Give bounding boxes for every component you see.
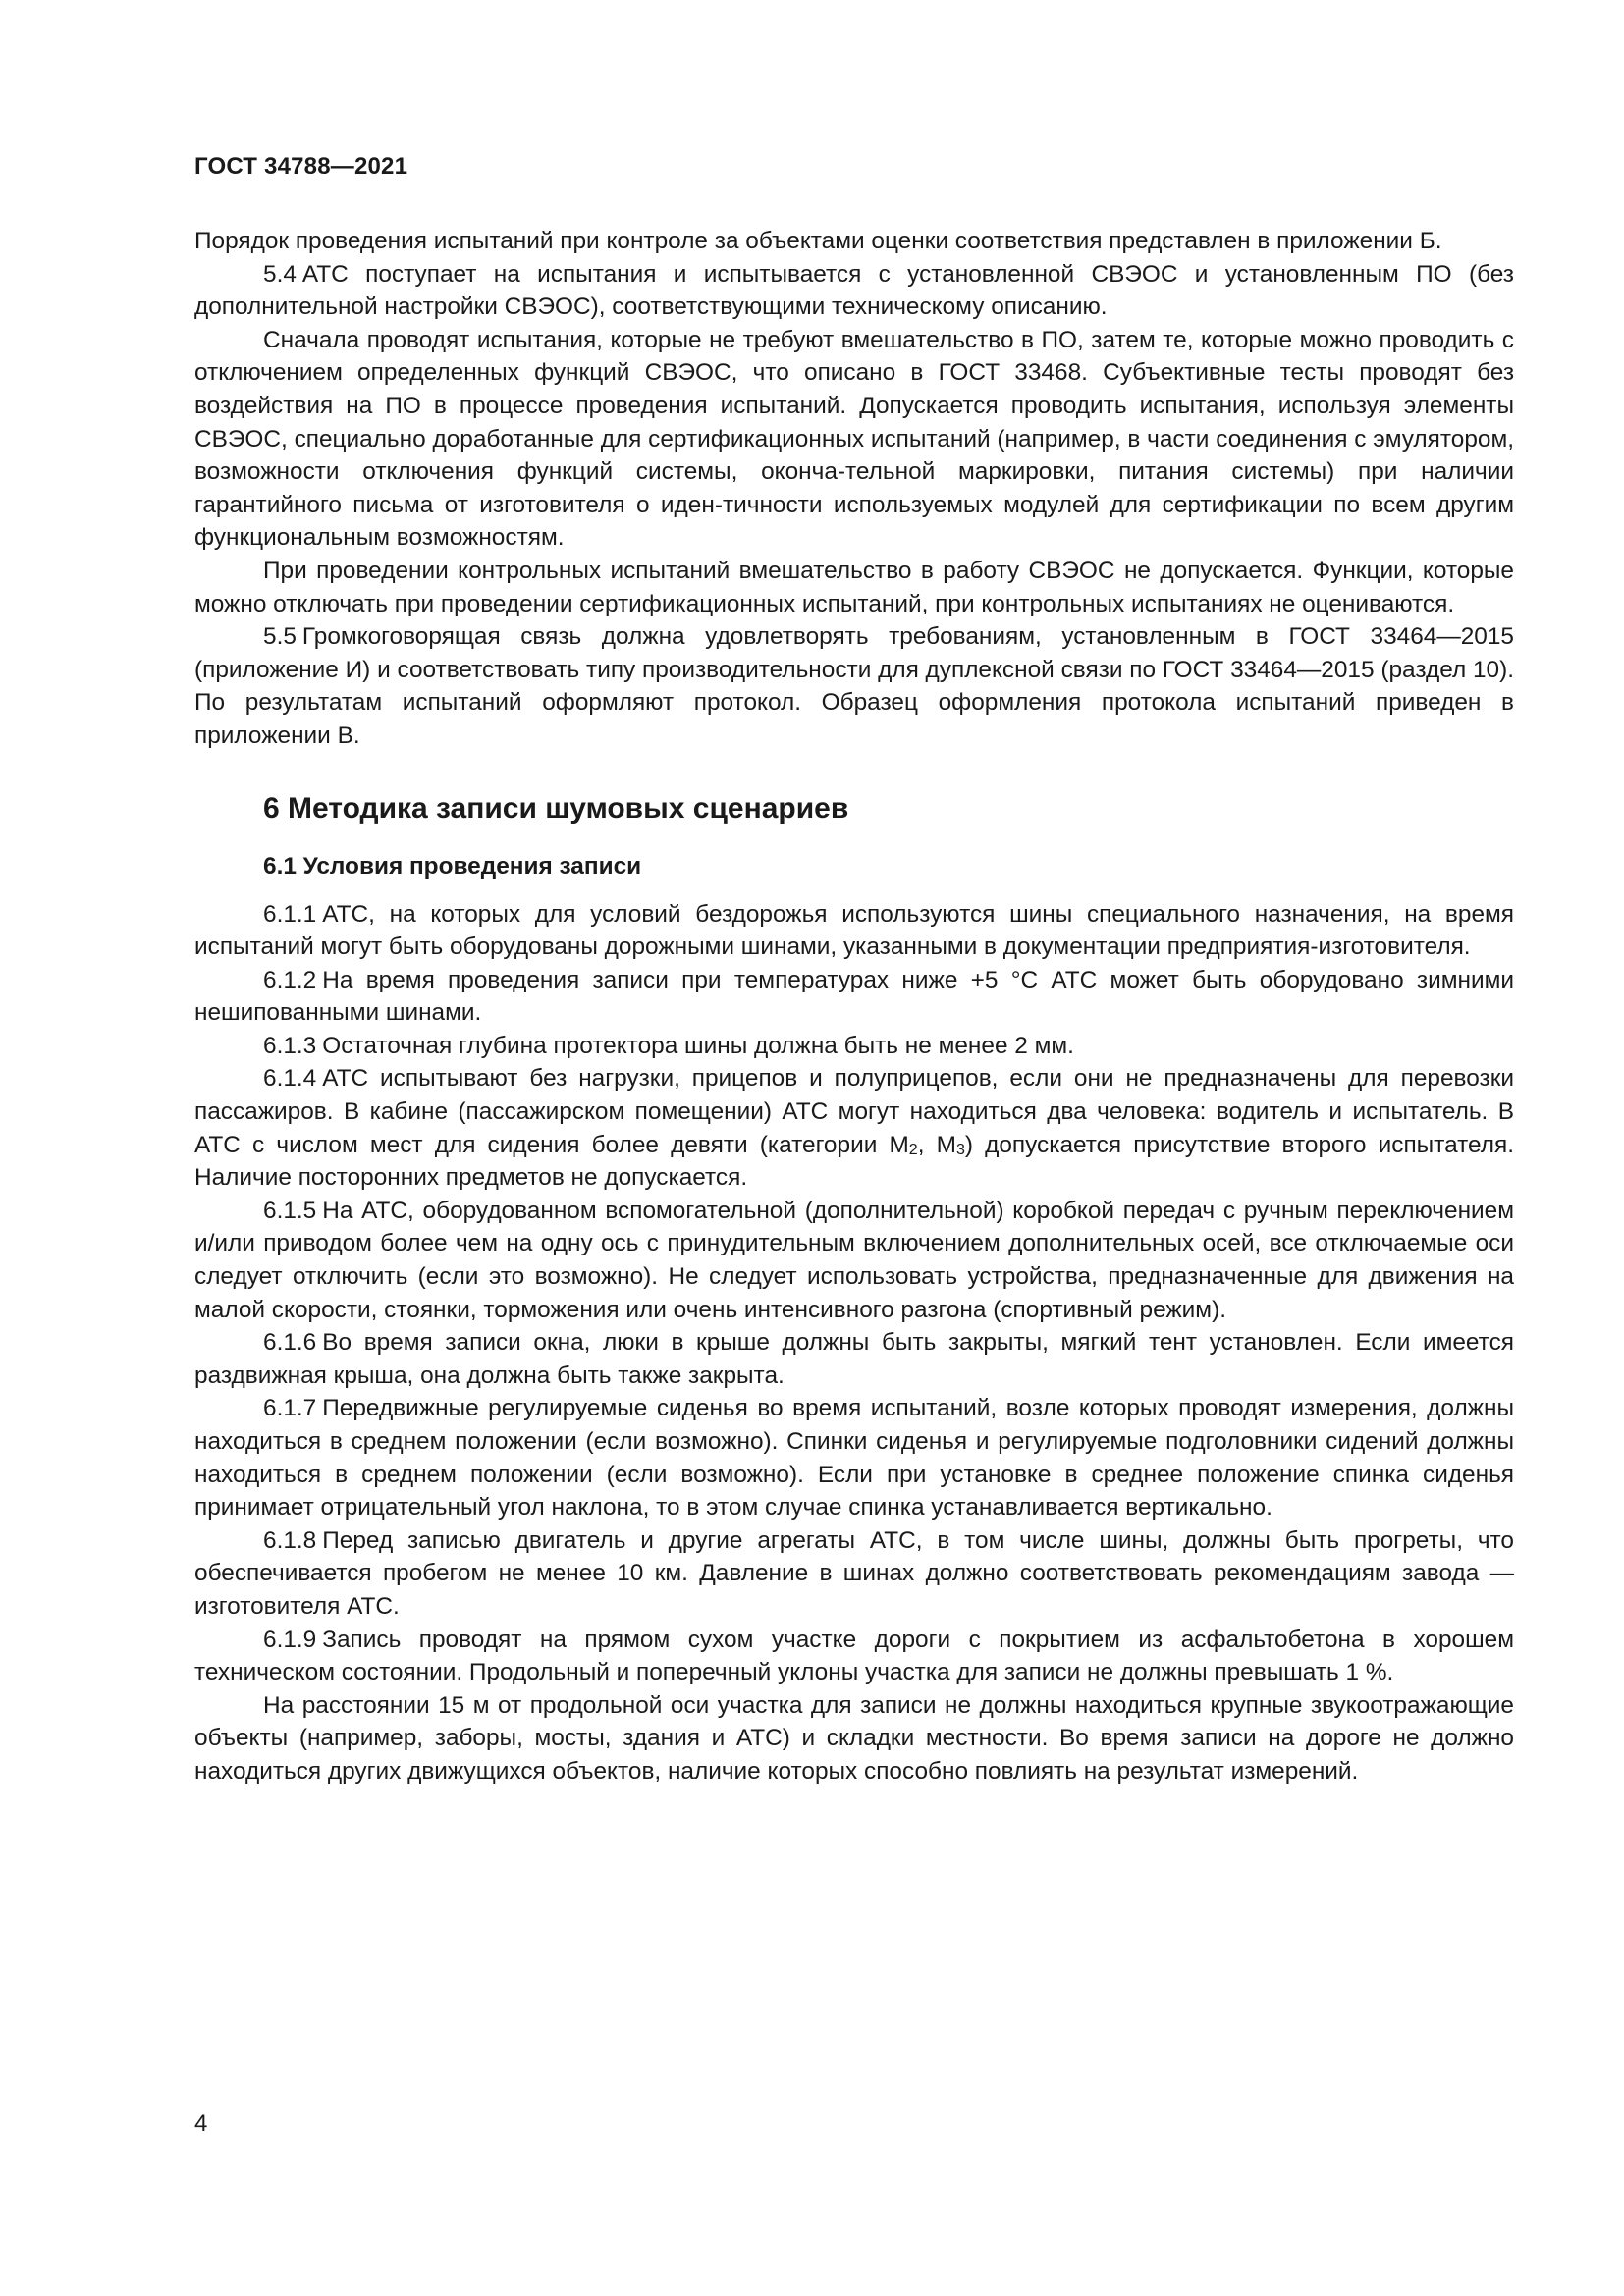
paragraph-6-1-2 — [194, 964, 1514, 1030]
paragraph-number: 6.1.1 — [263, 900, 317, 928]
document-body — [194, 225, 1514, 1789]
subscript: 3 — [955, 1141, 965, 1158]
paragraph-text: ) допускается присутствие второго испытателя. Наличие посторонних предметов не допускается. — [194, 1131, 1514, 1192]
paragraph-text: Во время записи окна, люки в крыше должны быть закрыты, мягкий тент установлен. Если имеется раздвижная крыша, она должна быть также закрыта. — [194, 1329, 1514, 1389]
paragraph-6-1-9-continued — [194, 1689, 1514, 1789]
paragraph-text: Перед записью двигатель и другие агрегаты АТС, в том числе шины, должны быть прогреты, что обеспечивается пробегом не менее 10 км. Давление в шинах должно соответствовать рекомендациям завода — изготовителя АТС. — [194, 1526, 1514, 1620]
paragraph-6-1-8 — [194, 1524, 1514, 1624]
paragraph-6-1-3 — [194, 1030, 1514, 1063]
paragraph-6-1-1 — [194, 898, 1514, 964]
paragraph-text: Порядок проведения испытаний при контроле за объектами оценки соответствия представлен в приложении Б. — [194, 228, 1442, 254]
paragraph-text: Остаточная глубина протектора шины должна быть не менее 2 мм. — [322, 1032, 1074, 1059]
subscript: 2 — [908, 1141, 918, 1158]
paragraph-text: АТС, на которых для условий бездорожья используются шины специального назначения, на время испытаний могут быть оборудованы дорожными шинами, указанными в документации предприятия-изготовителя. — [194, 900, 1514, 961]
document-header: ГОСТ 34788—2021 — [194, 153, 408, 180]
paragraph-text: АТС поступает на испытания и испытывается с установленной СВЭОС и установленным ПО (без дополнительной настройки СВЭОС), соответствующими техническому описанию. — [194, 260, 1514, 321]
paragraph-text: Запись проводят на прямом сухом участке дороги с покрытием из асфальтобетона в хорошем техническом состоянии. Продольный и поперечный уклоны участка для записи не должны превышать 1 %. — [194, 1626, 1514, 1686]
paragraph-number: 6.1.4 — [263, 1065, 317, 1093]
paragraph-testing-order — [194, 324, 1514, 555]
paragraph-6-1-4 — [194, 1062, 1514, 1194]
paragraph-5-4 — [194, 258, 1514, 324]
paragraph-6-1-5 — [194, 1195, 1514, 1326]
paragraph-control-tests — [194, 555, 1514, 620]
paragraph-text: На АТС, оборудованном вспомогательной (дополнительной) коробкой передач с ручным переключением и/или приводом более чем на одну ось с принудительным включением дополнительных осей, все отключаемые оси следует отключить (если это возможно). Не следует использовать устройства, предназначенные для движения на малой скорости, стоянки, торможения или очень интенсивного разгона (спортивный режим). — [194, 1197, 1514, 1323]
paragraph-text: На время проведения записи при температурах ниже +5 °С АТС может быть оборудовано зимними нешипованными шинами. — [194, 966, 1514, 1027]
page-number: 4 — [194, 2110, 208, 2137]
paragraph-text: При проведении контрольных испытаний вмешательство в работу СВЭОС не допускается. Функции, которые можно отключать при проведении сертификационных испытаний, при контрольных испытаниях не оцениваются. — [194, 557, 1514, 617]
subsection-heading: 6.1 Условия проведения записи — [263, 852, 642, 880]
paragraph-text: Громкоговорящая связь должна удовлетворять требованиям, установленным в ГОСТ 33464—2015 (приложение И) и соответствовать типу производительности для дуплексной связи по ГОСТ 33464—2015 (раздел 10). По результатам испытаний оформляют протокол. Образец оформления протокола испытаний приведен в приложении В. — [194, 623, 1514, 749]
paragraph-number: 6.1.3 — [263, 1032, 317, 1059]
paragraph-text: Сначала проводят испытания, которые не требуют вмешательство в ПО, затем те, которые можно проводить с отключением определенных функций СВЭОС, что описано в ГОСТ 33468. Субъективные тесты проводят без воздействия на ПО в процессе проведения испытаний. Допускается проводить испытания, используя элементы СВЭОС, специально доработанные для сертификационных испытаний (например, в части соединения с эмулятором, возможности отключения функций системы, оконча-тельной маркировки, питания системы) при наличии гарантийного письма от изготовителя о иден-тичности используемых модулей для сертификации по всем другим функциональным возможностям. — [194, 326, 1514, 552]
paragraph-6-1-7 — [194, 1392, 1514, 1523]
paragraph-text: , М — [917, 1131, 956, 1158]
paragraph-number: 6.1.7 — [263, 1395, 317, 1422]
paragraph-number: 6.1.5 — [263, 1197, 317, 1224]
paragraph-6-1-9 — [194, 1624, 1514, 1689]
paragraph-number: 6.1.2 — [263, 966, 317, 993]
paragraph-text: На расстоянии 15 м от продольной оси участка для записи не должны находиться крупные звукоотражающие объекты (например, заборы, мосты, здания и АТС) и складки местности. Во время записи на дороге не должно находиться других движущихся объектов, наличие которых способно повлиять на результат измерений. — [194, 1691, 1514, 1785]
paragraph-number: 6.1.6 — [263, 1329, 317, 1357]
paragraph-6-1-6 — [194, 1326, 1514, 1392]
section-heading: 6 Методика записи шумовых сценариев — [263, 791, 849, 825]
paragraph-5-5 — [194, 620, 1514, 752]
paragraph-text: Передвижные регулируемые сиденья во время испытаний, возле которых проводят измерения, должны находиться в среднем положении (если возможно). Спинки сиденья и регулируемые подголовники сидений должны находиться в среднем положении (если возможно). Если при установке в среднее положение спинка сиденья принимает отрицательный угол наклона, то в этом случае спинка устанавливается вертикально. — [194, 1395, 1514, 1522]
section-6-1-content — [194, 898, 1514, 1789]
paragraph-number: 6.1.8 — [263, 1526, 317, 1554]
paragraph-number: 5.5 — [263, 623, 297, 651]
paragraph-number: 5.4 — [263, 260, 297, 288]
paragraph-intro — [194, 225, 1514, 258]
paragraph-text: АТС испытывают без нагрузки, прицепов и полуприцепов, если они не предназначены для перевозки пассажиров. В кабине (пассажирском помещении) АТС могут находиться два человека: водитель и испытатель. В АТС с числом мест для сидения более девяти (категории М — [194, 1065, 1514, 1158]
paragraph-number: 6.1.9 — [263, 1626, 317, 1653]
